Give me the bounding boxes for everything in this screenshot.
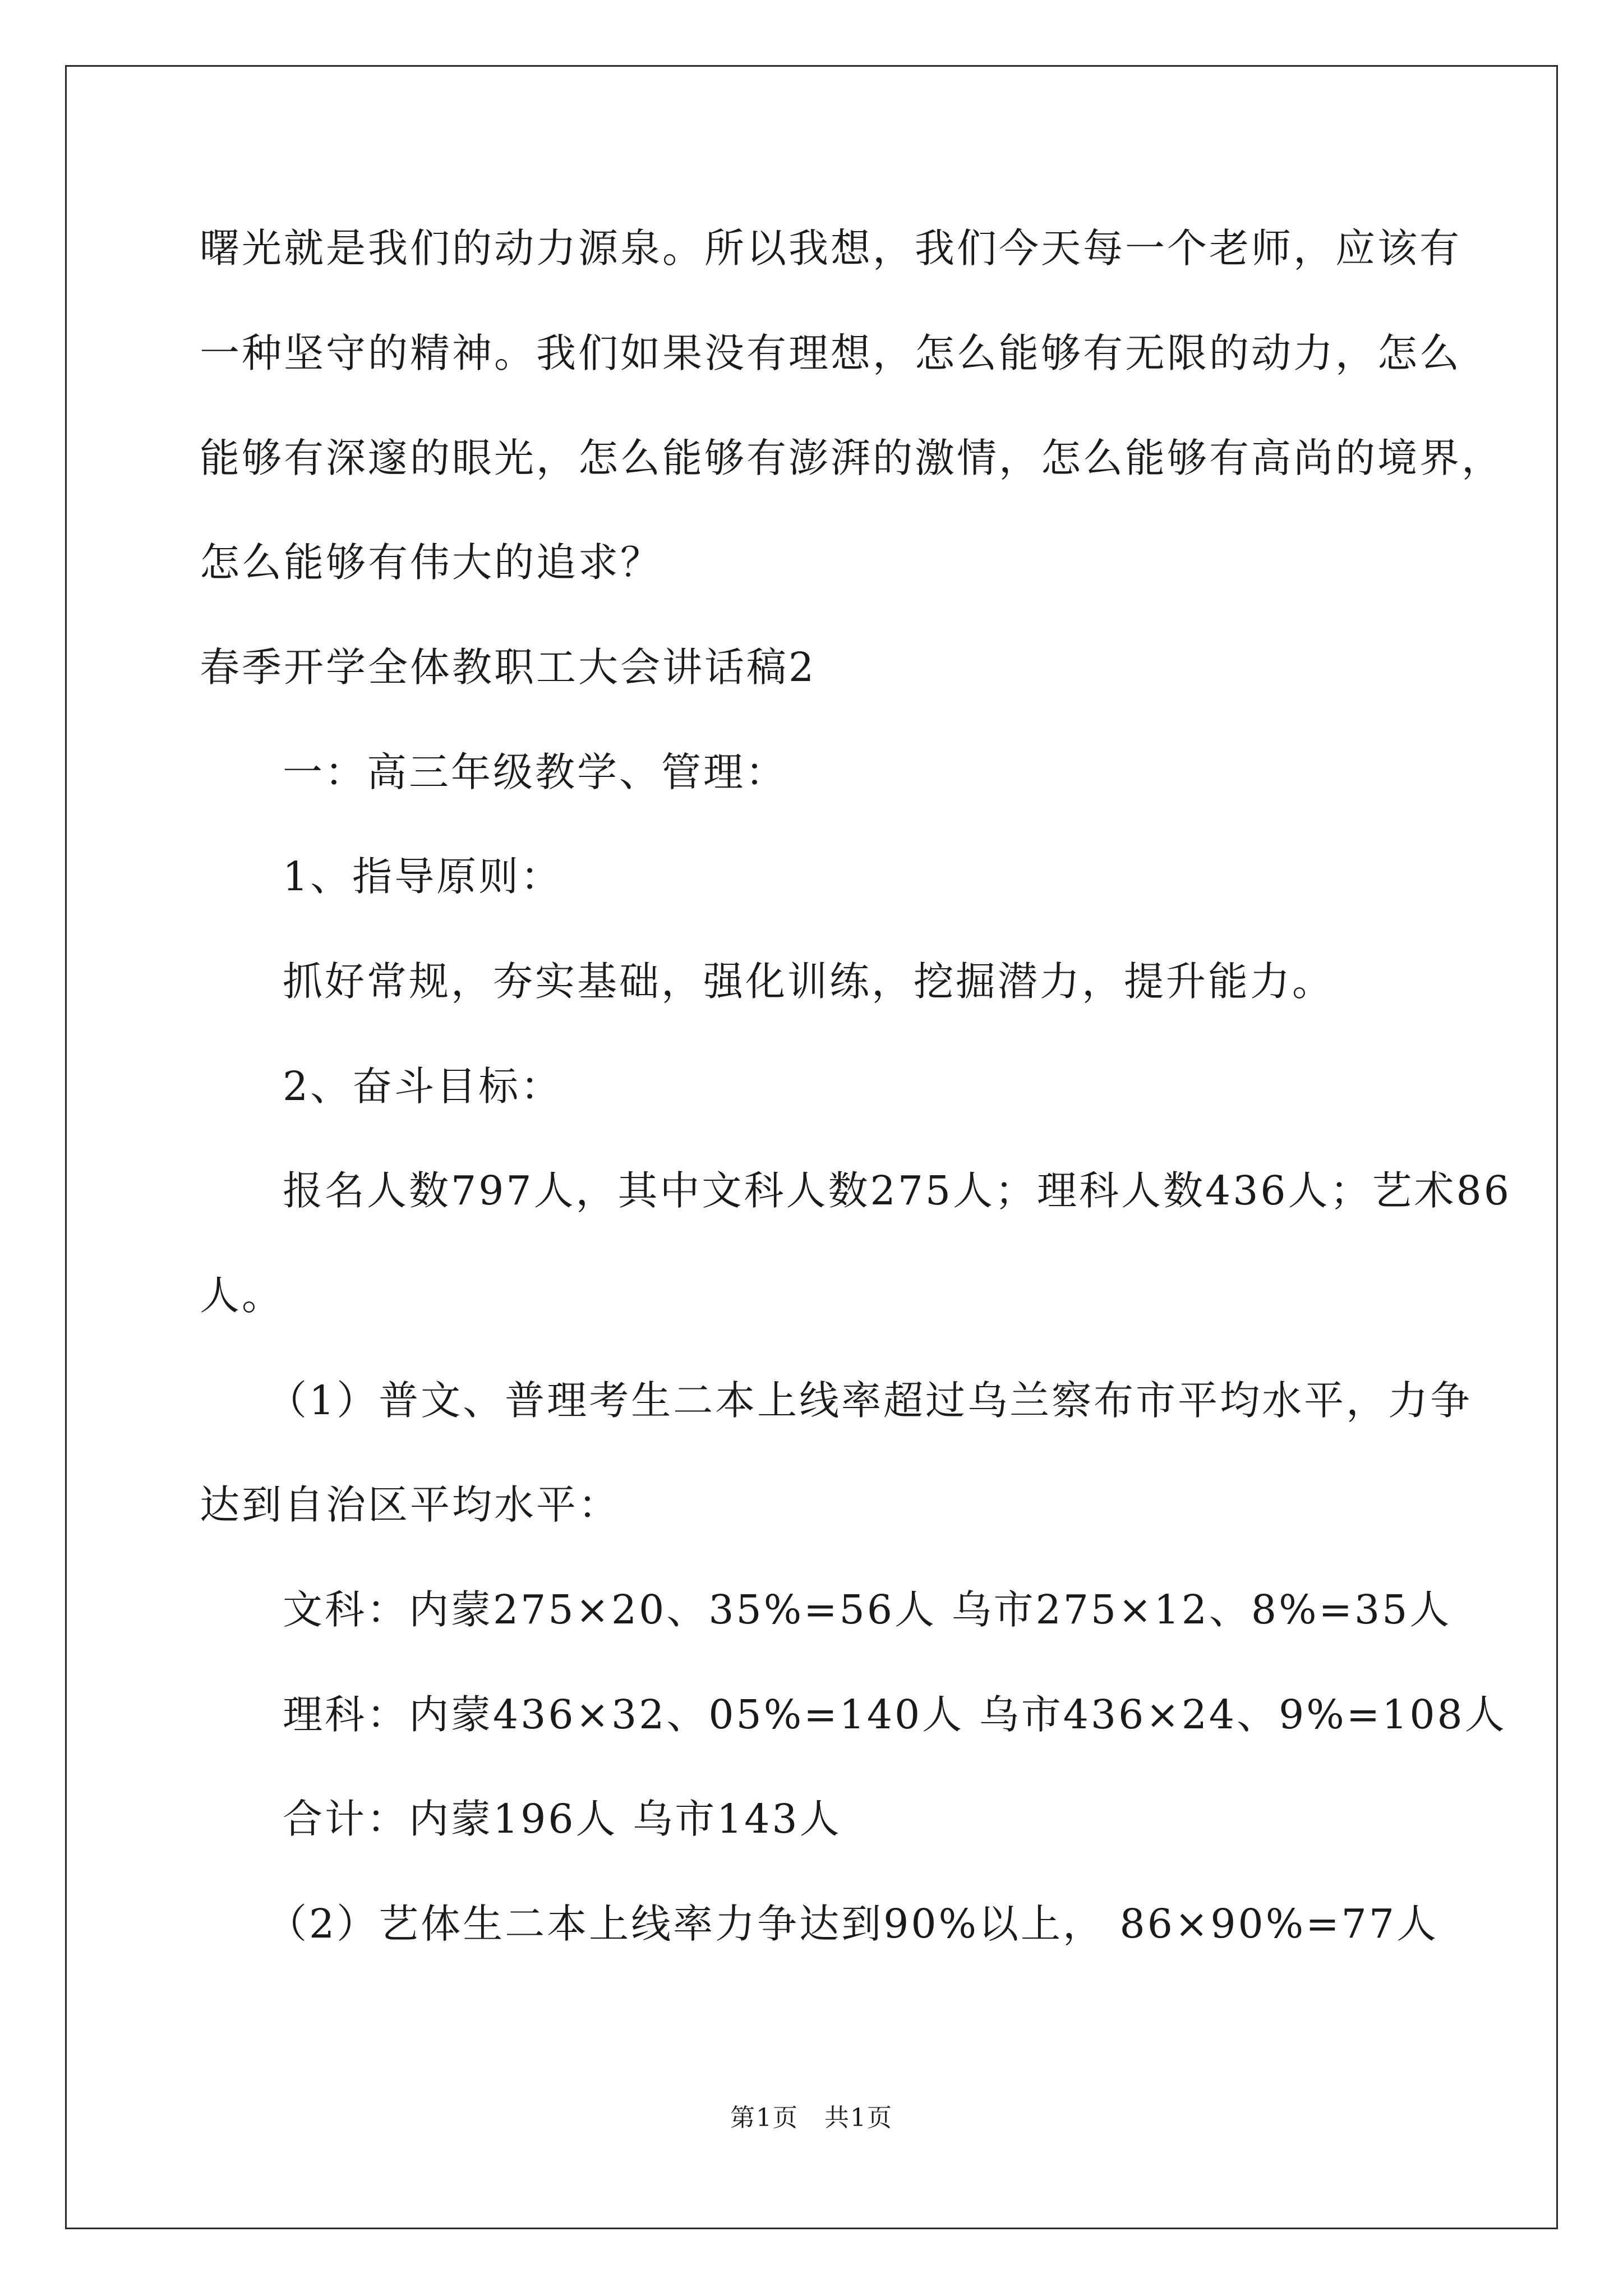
paragraph-line: 达到自治区平均水平： xyxy=(200,1481,621,1528)
section-heading: 春季开学全体教职工大会讲话稿2 xyxy=(200,644,817,691)
paragraph-line: 报名人数797人，其中文科人数275人；理科人数436人；艺术86 xyxy=(283,1167,1511,1214)
paragraph-line: 能够有深邃的眼光，怎么能够有澎湃的激情，怎么能够有高尚的境界， xyxy=(200,435,1504,481)
page-number: 第1页 xyxy=(730,2104,799,2132)
subsection-heading: 一：高三年级教学、管理： xyxy=(283,749,788,795)
paragraph-line: 一种坚守的精神。我们如果没有理想，怎么能够有无限的动力，怎么 xyxy=(200,330,1462,376)
paragraph-line: （1）普文、普理考生二本上线率超过乌兰察布市平均水平，力争 xyxy=(267,1377,1473,1424)
page-total: 共1页 xyxy=(824,2104,893,2132)
paragraph-line: 怎么能够有伟大的追求？ xyxy=(200,539,663,586)
list-heading: 1、指导原则： xyxy=(283,853,563,900)
paragraph-line: 人。 xyxy=(200,1272,284,1319)
list-heading: 2、奋斗目标： xyxy=(283,1063,563,1110)
calculation-line: 合计：内蒙196人 乌市143人 xyxy=(283,1796,842,1842)
calculation-line: 文科：内蒙275×20、35%=56人 乌市275×12、8%=35人 xyxy=(283,1586,1452,1633)
paragraph-line: 抓好常规，夯实基础，强化训练，挖掘潜力，提升能力。 xyxy=(283,958,1335,1005)
page-footer xyxy=(0,2102,1623,2134)
paragraph-line: （2）艺体生二本上线率力争达到90%以上， 86×90%=77人 xyxy=(267,1901,1439,1947)
paragraph-line: 曙光就是我们的动力源泉。所以我想，我们今天每一个老师，应该有 xyxy=(200,225,1462,272)
calculation-line: 理科：内蒙436×32、05%=140人 乌市436×24、9%=108人 xyxy=(283,1691,1507,1738)
